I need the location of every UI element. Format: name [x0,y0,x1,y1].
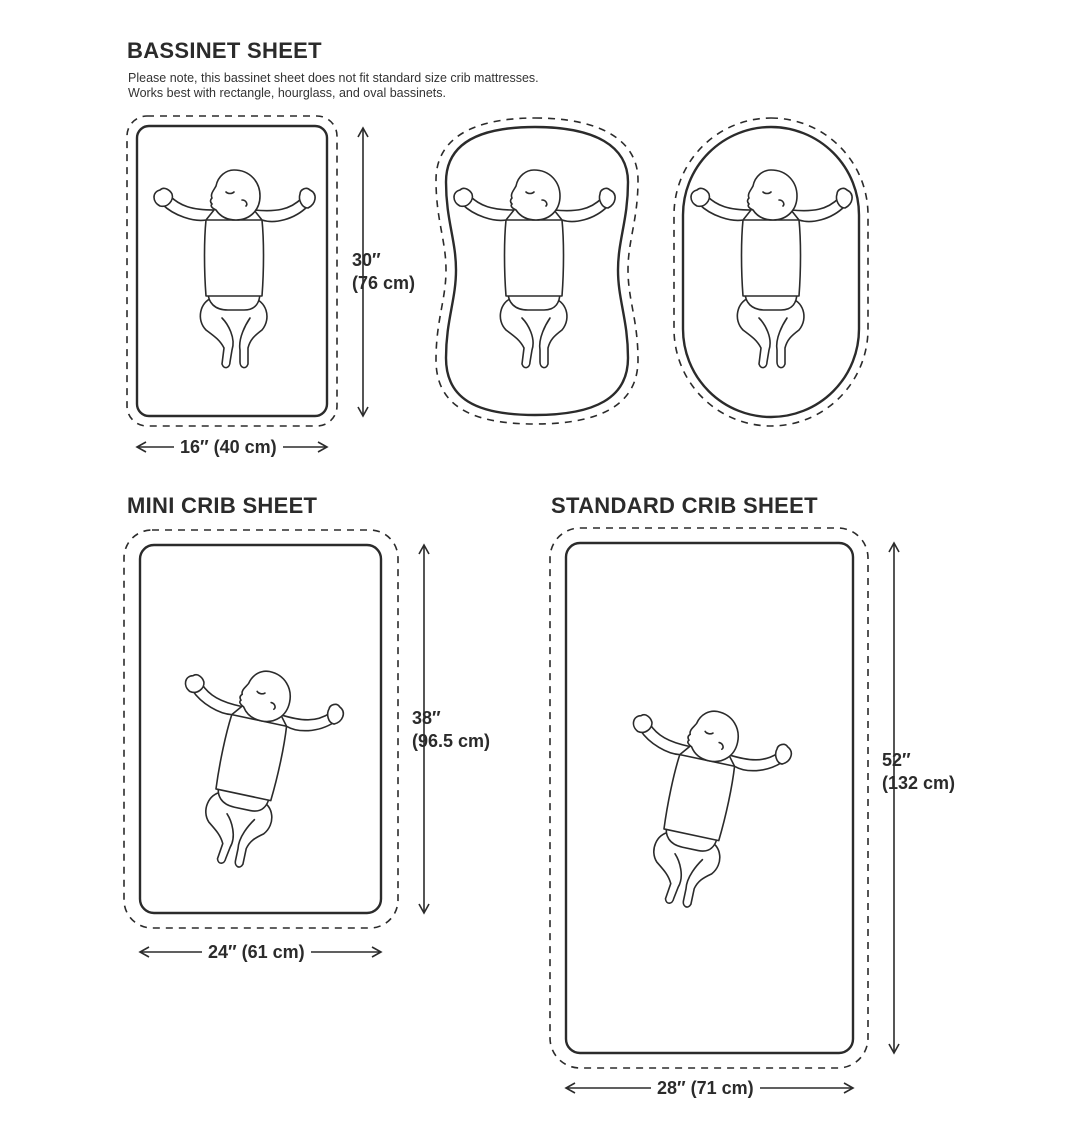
bassinet-height-label [352,249,415,295]
baby-icon [454,170,615,368]
standard-crib-width-label: 28″ (71 cm) [651,1077,760,1099]
bassinet-rectangle [127,116,337,426]
baby-icon [150,655,349,882]
bassinet-title: BASSINET SHEET [127,38,322,63]
mini-crib-height-label [412,707,490,753]
mini-crib-width-label: 24″ (61 cm) [202,941,311,963]
baby-icon [154,170,315,368]
standard-crib-height-cm: (132 cm) [882,773,956,793]
standard-crib-height-in: 52″ [882,750,911,770]
baby-icon [691,170,852,368]
bassinet-oval [674,118,868,426]
bassinet-note-line2: Works best with rectangle, hourglass, and oval bassinets. [128,86,446,100]
bassinet-width-label: 16″ (40 cm) [174,436,283,458]
bassinet-note [128,71,539,101]
mini-crib-mattress [124,530,398,928]
bassinet-note-line1: Please note, this bassinet sheet does not fit standard size crib mattresses. [128,71,539,85]
standard-crib-title: STANDARD CRIB SHEET [551,493,818,518]
bassinet-hourglass [436,118,638,424]
mini-crib-title: MINI CRIB SHEET [127,493,318,518]
standard-crib-mattress [550,528,868,1068]
mini-crib-height-cm: (96.5 cm) [412,731,491,751]
baby-icon [598,695,797,922]
mini-crib-height-in: 38″ [412,708,441,728]
bassinet-height-in: 30″ [352,250,381,270]
bassinet-height-cm: (76 cm) [352,273,416,293]
standard-crib-height-label [882,749,955,795]
